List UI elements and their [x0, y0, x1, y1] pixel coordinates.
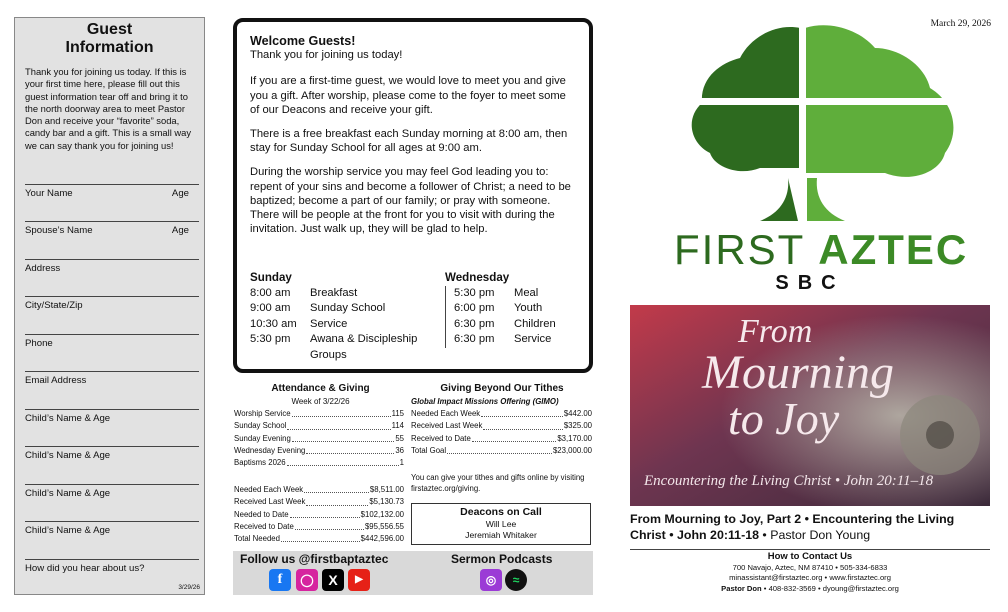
- stat-label: Received to Date: [411, 433, 471, 443]
- field-city-state-zip[interactable]: [25, 296, 199, 311]
- stat-value: $3,170.00: [557, 433, 592, 443]
- field-label: Address: [25, 263, 61, 274]
- guest-information-card: [14, 17, 205, 595]
- church-name-first: FIRST: [674, 226, 819, 273]
- stat-label: Worship Service: [234, 409, 291, 418]
- stat-row: [234, 408, 404, 420]
- stat-value: $102,132.00: [360, 509, 404, 519]
- online-giving-text: You can give your tithes and gifts online by visiting firstaztec.org/giving.: [411, 473, 585, 493]
- stat-value: $442,596.00: [360, 534, 404, 544]
- schedule-event: Groups: [310, 348, 347, 361]
- guest-title-line1: Guest: [86, 21, 133, 38]
- wednesday-heading: Wednesday: [445, 271, 510, 284]
- stat-row: [411, 445, 592, 457]
- schedule-row: [454, 332, 575, 348]
- welcome-paragraph-3: There is a free breakfast each Sunday morning at 8:00 am, then stay for Sunday School for all ages at 9:00 am.: [250, 128, 568, 155]
- schedule-row: [454, 286, 575, 302]
- field-label: Your Name: [25, 188, 73, 199]
- sermon-title-text: From Mourning to Joy, Part 2 • Encountering the Living Christ • John 20:11-18: [630, 512, 955, 542]
- schedule-event: Youth: [514, 302, 543, 315]
- contact-block: [630, 549, 990, 594]
- stat-row: [234, 420, 404, 432]
- deacons-on-call-box: [411, 503, 591, 545]
- field-label: Child’s Name & Age: [25, 413, 111, 424]
- guest-title-line2: Information: [65, 39, 154, 56]
- field-label: How did you hear about us?: [25, 563, 145, 574]
- guest-card-date: 3/29/26: [178, 584, 200, 591]
- sunday-schedule: [250, 270, 435, 364]
- stat-value: 115: [391, 409, 404, 418]
- stat-row: [234, 521, 404, 533]
- field-spouse-name[interactable]: [25, 221, 199, 236]
- sermon-title: [630, 511, 990, 543]
- tree-cross-logo: [680, 18, 965, 228]
- schedule-time: 5:30 pm: [250, 333, 291, 346]
- podcasts-label: Sermon Podcasts: [451, 552, 553, 566]
- contact-pastor-label: Pastor Don: [721, 583, 762, 593]
- church-name-aztec: AZTEC: [818, 226, 969, 273]
- schedule-event: Meal: [514, 286, 539, 299]
- field-how-heard[interactable]: [25, 559, 199, 574]
- stat-value: 36: [395, 445, 404, 455]
- stat-row: [234, 533, 404, 545]
- schedule-row: [454, 317, 575, 333]
- field-label: Spouse’s Name: [25, 225, 93, 236]
- banner-tagline: Encountering the Living Christ • John 20:11–18: [644, 473, 934, 489]
- welcome-guests-box: [233, 18, 593, 373]
- field-child-4[interactable]: [25, 521, 199, 536]
- gimo-table: [411, 408, 592, 457]
- sermon-banner: [630, 305, 990, 506]
- schedule-time: [250, 348, 310, 364]
- welcome-paragraph-4: During the worship service you may feel God leading you to: repent of your sins and become a follower of Christ; a need to be baptized; become a part of our family; or pray with someone. There will be people at the front for you to visit with during the invitation. Just walk up, they will be glad to help.: [250, 166, 571, 236]
- stat-row: [234, 457, 404, 469]
- schedule-row: [250, 317, 435, 333]
- field-label: City/State/Zip: [25, 300, 83, 311]
- stat-value: $8,511.00: [369, 485, 404, 494]
- stat-row: [411, 433, 592, 445]
- schedule-row: [454, 301, 575, 317]
- field-label: Phone: [25, 338, 53, 349]
- stat-label: Received Last Week: [411, 421, 483, 431]
- schedule-event: Service: [514, 333, 552, 346]
- field-child-2[interactable]: [25, 446, 199, 461]
- x-icon[interactable]: X: [322, 569, 344, 591]
- follow-label: Follow us @firstbaptaztec: [240, 552, 389, 566]
- stat-row: [234, 509, 404, 521]
- deacon-name: Jeremiah Whitaker: [465, 530, 537, 540]
- stat-label: Total Needed: [234, 534, 280, 544]
- schedule-row: [250, 348, 435, 364]
- field-label: Child’s Name & Age: [25, 525, 111, 536]
- stat-label: Baptisms 2026: [234, 458, 286, 468]
- field-label: Email Address: [25, 375, 87, 386]
- stat-label: Needed Each Week: [411, 409, 481, 418]
- stat-value: $442.00: [563, 409, 592, 418]
- stat-label: Total Goal: [411, 445, 447, 455]
- field-label: Child’s Name & Age: [25, 450, 111, 461]
- stat-row: [234, 484, 404, 496]
- deacons-title: Deacons on Call: [460, 506, 542, 518]
- giving-table: [234, 484, 404, 545]
- contact-address: 700 Navajo, Aztec, NM 87410 • 505-334-6833: [732, 563, 888, 572]
- contact-email-web[interactable]: minassistant@firstaztec.org • www.firstaztec.org: [729, 573, 891, 583]
- stat-value: 55: [395, 433, 404, 443]
- stat-row: [234, 445, 404, 457]
- sunday-heading: Sunday: [250, 271, 292, 284]
- instagram-icon[interactable]: ◯: [296, 569, 318, 591]
- stat-value: $23,000.00: [552, 445, 592, 455]
- stat-label: Received Last Week: [234, 497, 306, 507]
- schedule-time: 6:30 pm: [454, 317, 495, 330]
- sermon-pastor: • Pastor Don Young: [758, 528, 871, 542]
- schedule-time: 8:00 am: [250, 286, 291, 299]
- church-sbc: SBC: [775, 272, 845, 294]
- guest-title: [15, 21, 204, 57]
- field-child-3[interactable]: [25, 484, 199, 499]
- banner-title-to-joy: to Joy: [728, 393, 840, 444]
- stat-value: $95,556.55: [364, 521, 404, 531]
- bulletin-date: March 29, 2026: [930, 19, 991, 29]
- field-age-label: Age: [171, 188, 189, 199]
- church-name: [674, 226, 968, 274]
- banner-title-mourning: Mourning: [702, 346, 894, 399]
- schedule-time: 5:30 pm: [454, 286, 495, 299]
- facebook-icon[interactable]: f: [269, 569, 291, 591]
- attendance-table: [234, 408, 404, 469]
- field-age-label: Age: [171, 225, 189, 236]
- stat-label: Wednesday Evening: [234, 445, 306, 455]
- field-email[interactable]: [25, 371, 199, 386]
- schedule-event: Sunday School: [310, 302, 386, 315]
- schedule-row: [250, 332, 435, 348]
- schedule-row: [250, 301, 435, 317]
- guest-intro-text: Thank you for joining us today. If this is your first time here, please fill out this guest information tear off and bring it to the north doorway area to meet Pastor Don and receive your “favorite” soda, candy bar and a gift. This is a small way we can say thank you for joining us!: [25, 66, 192, 151]
- schedule-time: 9:00 am: [250, 302, 291, 315]
- schedule-time: 6:00 pm: [454, 302, 495, 315]
- youtube-icon[interactable]: ▶: [348, 569, 370, 591]
- apple-podcasts-icon[interactable]: ◎: [480, 569, 502, 591]
- spotify-icon[interactable]: ≈: [505, 569, 527, 591]
- stat-value: 114: [391, 421, 404, 431]
- beyond-title: Giving Beyond Our Tithes: [440, 383, 564, 394]
- welcome-paragraph-2: If you are a first-time guest, we would love to meet you and give you a gift. After worship, please come to the foyer to meet some of our Deacons and receive your gift.: [250, 75, 566, 116]
- attendance-week: Week of 3/22/26: [291, 397, 350, 406]
- contact-title: How to Contact Us: [767, 551, 853, 562]
- welcome-heading: Welcome Guests!: [250, 34, 356, 48]
- wednesday-schedule: [445, 270, 575, 348]
- schedule-event: Awana & Discipleship: [310, 333, 418, 346]
- stat-value: 1: [399, 458, 404, 468]
- field-phone[interactable]: [25, 334, 199, 349]
- field-address[interactable]: [25, 259, 199, 274]
- stat-row: [234, 496, 404, 508]
- gimo-subtitle: Global Impact Missions Offering (GIMO): [411, 397, 559, 406]
- banner-title-from: From: [738, 313, 813, 350]
- attendance-title: Attendance & Giving: [271, 383, 370, 394]
- stat-value: $5,130.73: [369, 497, 404, 507]
- stat-row: [411, 420, 592, 432]
- welcome-paragraph-1: Thank you for joining us today!: [250, 49, 403, 62]
- stat-row: [234, 433, 404, 445]
- stat-label: Received to Date: [234, 521, 294, 531]
- wednesday-rows: [445, 286, 575, 348]
- stat-value: $325.00: [563, 421, 592, 431]
- schedule-event: Children: [514, 317, 556, 330]
- schedule-event: Breakfast: [310, 286, 358, 299]
- schedule-time: 10:30 am: [250, 317, 297, 330]
- stat-label: Sunday School: [234, 421, 287, 431]
- stat-label: Needed Each Week: [234, 485, 304, 494]
- schedule-event: Service: [310, 317, 348, 330]
- schedule-row: [250, 286, 435, 302]
- contact-pastor-info: • 408-832-3569 • dyoung@firstaztec.org: [761, 583, 899, 593]
- field-label: Child’s Name & Age: [25, 488, 111, 499]
- follow-bar: [233, 551, 593, 595]
- field-child-1[interactable]: [25, 409, 199, 424]
- contact-pastor: [630, 584, 990, 594]
- schedule-time: 6:30 pm: [454, 333, 495, 346]
- field-your-name[interactable]: [25, 184, 199, 199]
- stat-label: Needed to Date: [234, 509, 289, 519]
- stat-label: Sunday Evening: [234, 433, 291, 443]
- stat-row: [411, 408, 592, 420]
- deacon-name: Will Lee: [485, 519, 517, 529]
